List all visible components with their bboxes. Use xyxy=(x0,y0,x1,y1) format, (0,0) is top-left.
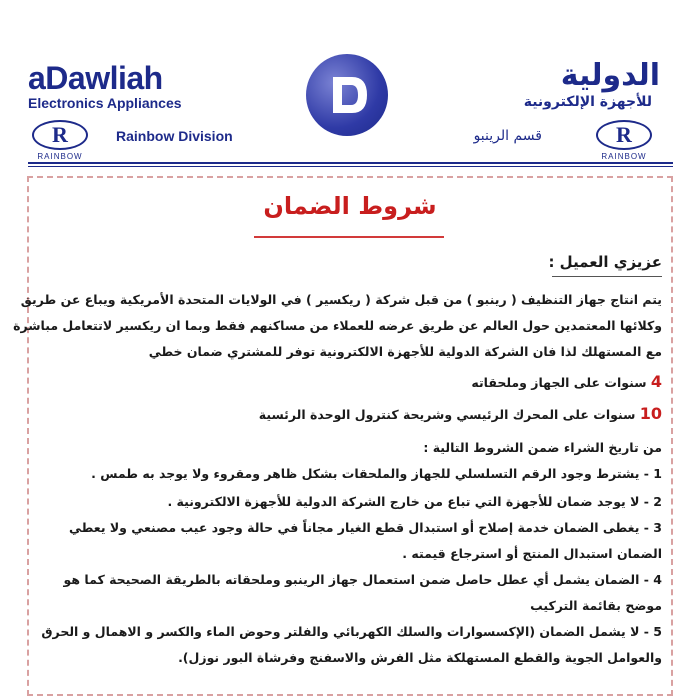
title-underline xyxy=(254,236,444,238)
brand-name-ar: الدولية xyxy=(560,58,660,93)
greeting-underline xyxy=(552,276,662,277)
condition-line: 3 - يغطى الضمان خدمة إصلاح أو استبدال قطع الغيار مجاناً في حالة وجود عيب مصنعي ولا يعطي xyxy=(68,520,662,535)
rainbow-logo-right xyxy=(592,120,656,166)
warranty-years: 10 xyxy=(639,404,662,423)
condition-line: 1 - يشترط وجود الرقم التسلسلي للجهاز والملحقات بشكل ظاهر ومقروء ولا يوجد به طمس . xyxy=(91,466,662,481)
warranty-item xyxy=(259,404,662,423)
condition-line: الضمان استبدال المنتج أو استرجاع قيمته . xyxy=(402,546,662,561)
brand-subtitle-en: Electronics Appliances xyxy=(28,95,182,111)
intro-line-3: مع المستهلك لذا فان الشركة الدولية للأجهزة الالكترونية توفر للمشتري ضمان خطي xyxy=(148,344,662,359)
header-divider-thin xyxy=(28,166,673,167)
letterhead xyxy=(0,0,700,170)
warranty-text: سنوات على المحرك الرئيسي وشريحة كنترول الوحدة الرئسية xyxy=(258,407,636,422)
warranty-item xyxy=(471,372,662,391)
condition-line: موضح بقائمة التركيب xyxy=(530,598,662,613)
brand-name-en: aDawliah xyxy=(28,60,163,96)
greeting: عزيزي العميل : xyxy=(548,253,662,271)
header-divider xyxy=(28,162,673,164)
condition-line: 5 - لا يشمل الضمان (الإكسسوارات والسلك الكهربائي والفلتر وحوض الماء والكسر و الاهمال و الحرق xyxy=(41,624,662,639)
brand-subtitle-ar: للأجهزة الإلكترونية xyxy=(523,94,652,110)
dawliah-d-logo-icon xyxy=(306,54,388,136)
condition-line: والعوامل الجوية والقطع المستهلكة مثل الفرش والاسفنج وفرشاة البور نوزل). xyxy=(178,650,662,665)
conditions-intro: من تاريخ الشراء ضمن الشروط التالية : xyxy=(423,440,662,455)
condition-line: 4 - الضمان يشمل أي عطل حاصل ضمن استعمال جهاز الرينبو وملحقاته بالطريقة الصحيحة كما هو xyxy=(63,572,662,587)
division-name-en: Rainbow Division xyxy=(116,128,233,144)
intro-line-2: وكلائها المعتمدين حول العالم عن طريق عرضه للعملاء من مساكنهم فقط وبما ان ريكسير لاتتعامل مباشرة xyxy=(13,318,662,333)
warranty-years: 4 xyxy=(650,372,662,391)
rainbow-r-icon: R xyxy=(32,120,88,150)
document-title: شروط الضمان xyxy=(263,192,437,220)
rainbow-logo-label: RAINBOW xyxy=(601,152,647,161)
rainbow-logo-label: RAINBOW xyxy=(37,152,83,161)
rainbow-logo-left xyxy=(28,120,92,166)
rainbow-r-icon: R xyxy=(596,120,652,150)
intro-line-1: يتم انتاج جهاز التنظيف ( رينبو ) من قبل شركة ( ريكسير ) في الولايات المتحدة الأمريكية ويباع عن طريق xyxy=(20,292,662,307)
condition-line: 2 - لا يوجد ضمان للأجهزة التي تباع من خارج الشركة الدولية للأجهزة الالكترونية . xyxy=(167,494,662,509)
division-name-ar: قسم الرينبو xyxy=(473,128,542,144)
warranty-text: سنوات على الجهاز وملحقاته xyxy=(471,375,647,390)
